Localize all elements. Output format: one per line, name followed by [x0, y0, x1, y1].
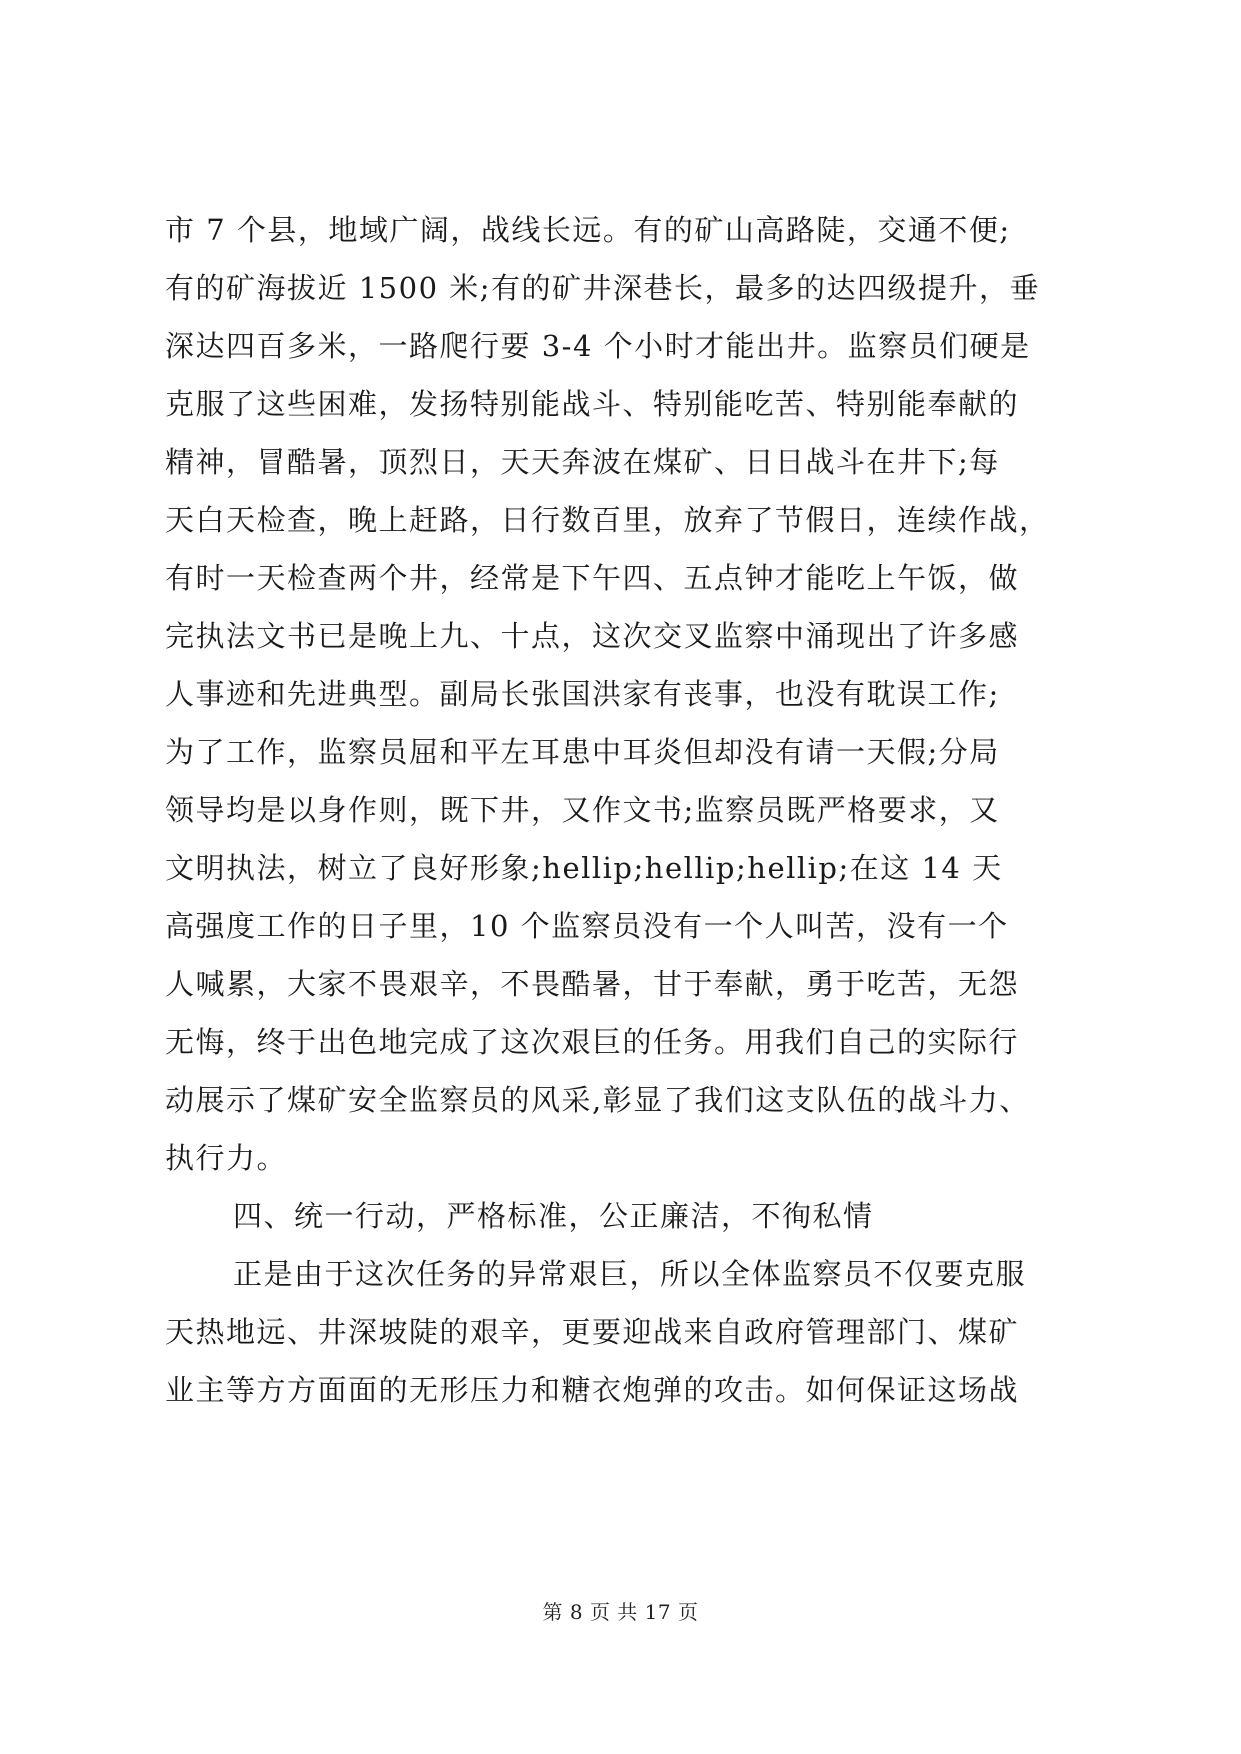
section-heading: 四、统一行动，严格标准，公正廉洁，不徇私情 [233, 1199, 874, 1233]
body-line: 天热地远、井深坡陡的艰辛，更要迎战来自政府管理部门、煤矿 [165, 1315, 1020, 1349]
body-line: 精神，冒酷暑，顶烈日，天天奔波在煤矿、日日战斗在井下;每 [165, 445, 1000, 479]
body-line: 完执法文书已是晚上九、十点，这次交叉监察中涌现出了许多感 [165, 619, 1020, 653]
body-line: 天白天检查，晚上赶路，日行数百里，放弃了节假日，连续作战， [165, 503, 1050, 537]
body-line: 有的矿海拔近 1500 米;有的矿井深巷长，最多的达四级提升，垂 [165, 271, 1041, 305]
body-line: 文明执法，树立了良好形象;hellip;hellip;hellip;在这 14 天 [165, 851, 1003, 885]
body-line: 正是由于这次任务的异常艰巨，所以全体监察员不仅要克服 [233, 1257, 1027, 1291]
body-line: 市 7 个县，地域广阔，战线长远。有的矿山高路陡，交通不便; [165, 213, 1011, 247]
body-line: 动展示了煤矿安全监察员的风采,彰显了我们这支队伍的战斗力、 [165, 1083, 1030, 1117]
body-line: 人喊累，大家不畏艰辛，不畏酷暑，甘于奉献，勇于吃苦，无怨 [165, 967, 1020, 1001]
body-line: 高强度工作的日子里，10 个监察员没有一个人叫苦，没有一个 [165, 909, 1009, 943]
body-line: 领导均是以身作则，既下井，又作文书;监察员既严格要求，又 [165, 793, 1000, 827]
page-number-footer: 第 8 页 共 17 页 [542, 1600, 699, 1624]
body-line: 克服了这些困难，发扬特别能战斗、特别能吃苦、特别能奉献的 [165, 387, 1020, 421]
body-line: 深达四百多米，一路爬行要 3-4 个小时才能出井。监察员们硬是 [165, 329, 1031, 363]
body-line: 为了工作，监察员屈和平左耳患中耳炎但却没有请一天假;分局 [165, 735, 1000, 769]
body-line: 执行力。 [165, 1141, 288, 1175]
body-line: 无悔，终于出色地完成了这次艰巨的任务。用我们自己的实际行 [165, 1025, 1020, 1059]
body-line: 业主等方方面面的无形压力和糖衣炮弹的攻击。如何保证这场战 [165, 1373, 1020, 1407]
body-line: 人事迹和先进典型。副局长张国洪家有丧事，也没有耽误工作; [165, 677, 1000, 711]
body-line: 有时一天检查两个井，经常是下午四、五点钟才能吃上午饭，做 [165, 561, 1020, 595]
